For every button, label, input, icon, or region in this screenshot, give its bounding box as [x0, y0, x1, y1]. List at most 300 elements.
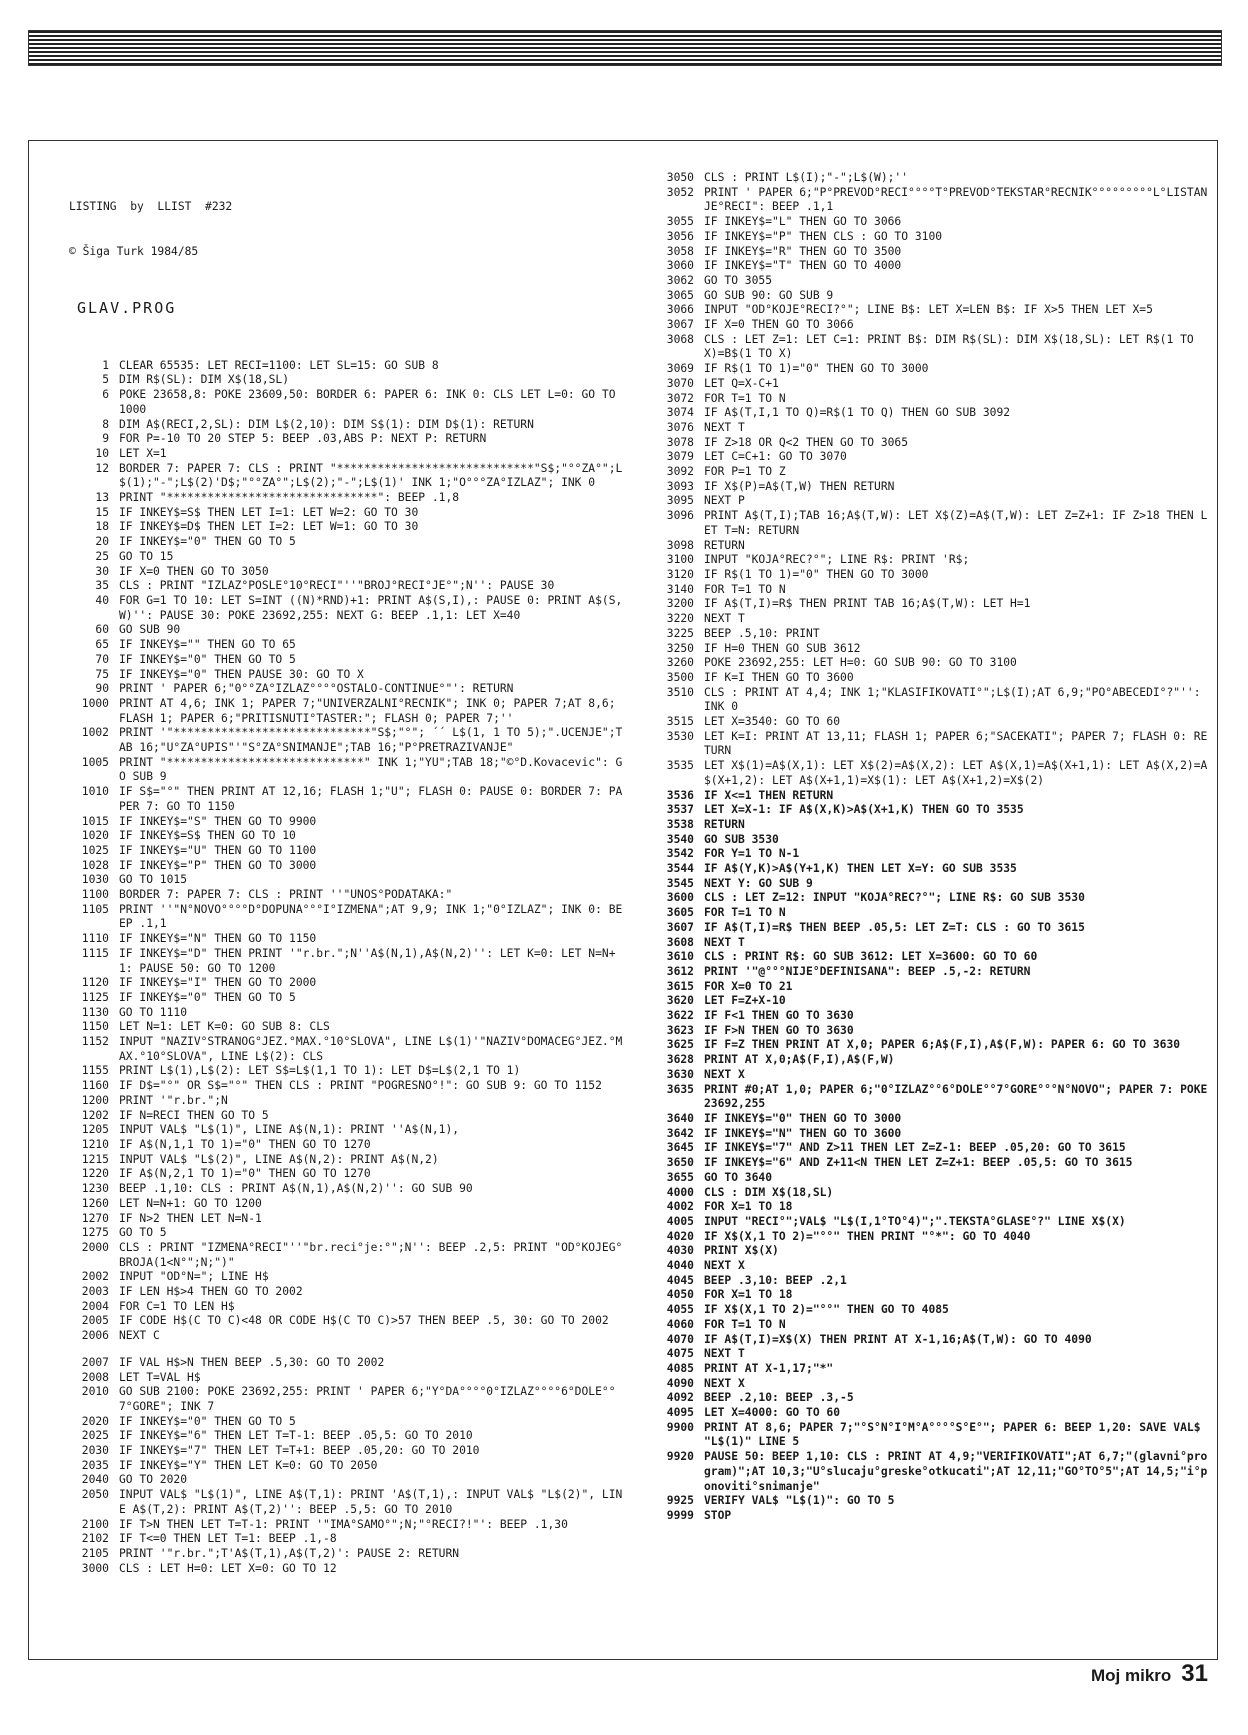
line-number: 2004	[81, 1299, 109, 1313]
line-number: 4002	[666, 1200, 694, 1214]
code-line	[654, 583, 1209, 598]
code-line	[69, 1547, 629, 1562]
line-number: 13	[95, 491, 109, 505]
line-number: 1155	[81, 1064, 109, 1078]
line-code: NEXT X	[704, 1067, 745, 1081]
line-number: 3072	[666, 391, 694, 405]
line-code: PRINT L$(1),L$(2): LET S$=L$(1,1 TO 1): LET D$=L$(2,1 TO 1)	[119, 1064, 521, 1078]
line-number: 4055	[666, 1303, 694, 1317]
code-line	[654, 230, 1209, 245]
line-code: IF K=I THEN GO TO 3600	[704, 670, 854, 684]
line-number: 1025	[81, 843, 109, 857]
line-number: 1210	[81, 1138, 109, 1151]
line-code: FOR G=1 TO 10: LET S=INT ((N)*RND)+1: PRINT A$(S,I),: PAUSE 0: PRINT A$(S,W)'': PAUSE 30: POKE 23692,255: NEXT G: BEEP .1,1: LET X=40	[119, 593, 623, 622]
line-code: IF R$(1 TO 1)="0" THEN GO TO 3000	[704, 567, 929, 581]
line-code: LET X$(1)=A$(X,1): LET X$(2)=A$(X,2): LET A$(X,1)=A$(X+1,1): LET A$(X,2)=A$(X+1,2): LET A$(X+1,1)=X$(1): LET A$(X+1,2)=X$(2)	[704, 759, 1208, 787]
code-line	[69, 947, 629, 976]
line-number: 1230	[81, 1182, 109, 1196]
code-line	[69, 1285, 629, 1300]
line-number: 1028	[81, 858, 109, 872]
line-number: 3600	[666, 891, 694, 905]
line-code: GO TO 1110	[119, 1005, 188, 1019]
line-code: IF VAL H$>N THEN BEEP .5,30: GO TO 2002	[119, 1355, 385, 1369]
line-code: CLS : LET H=0: LET X=0: GO TO 12	[119, 1561, 337, 1575]
line-code: IF INKEY$="7" AND Z>11 THEN LET Z=Z-1: BEEP .05,20: GO TO 3615	[704, 1141, 1126, 1155]
code-line	[69, 1356, 629, 1371]
line-number: 65	[95, 638, 109, 652]
code-line	[654, 803, 1209, 818]
line-code: IF INKEY$="T" THEN GO TO 4000	[704, 259, 902, 273]
line-code: FOR C=1 TO LEN H$	[119, 1299, 235, 1313]
code-line	[654, 509, 1209, 538]
code-line	[654, 1288, 1209, 1303]
code-line	[69, 844, 629, 859]
line-code: FOR X=1 TO 18	[704, 1288, 793, 1302]
line-code: PRINT "*******************************": BEEP .1,8	[119, 491, 460, 505]
code-line	[69, 550, 629, 565]
line-number: 2040	[81, 1473, 109, 1487]
line-number: 2008	[81, 1370, 109, 1384]
line-code: PRINT AT 4,6; INK 1; PAPER 7;"UNIVERZALNI°RECNIK"; INK 0; PAPER 7;AT 8,6; FLASH 1; PAPER 6;"PRITISNUTI°TASTER:"; FLASH 0; PAPER 7;''	[119, 696, 623, 725]
code-line	[69, 1182, 629, 1197]
line-number: 4060	[666, 1317, 694, 1331]
code-line	[654, 950, 1209, 965]
line-number: 2025	[81, 1429, 109, 1443]
line-number: 5	[102, 373, 109, 387]
line-code: IF Z>18 OR Q<2 THEN GO TO 3065	[704, 435, 909, 449]
code-line	[654, 406, 1209, 421]
line-code: PRINT '"r.br.";T'A$(T,1),A$(T,2)': PAUSE 2: RETURN	[119, 1546, 460, 1560]
line-number: 30	[95, 564, 109, 578]
code-line	[654, 1333, 1209, 1348]
line-number: 3542	[666, 847, 694, 861]
code-line	[654, 656, 1209, 671]
line-number: 90	[95, 682, 109, 696]
code-line	[654, 715, 1209, 730]
code-line	[69, 991, 629, 1006]
line-code: INPUT "OD°KOJE°RECI?°"; LINE B$: LET X=LEN B$: IF X>5 THEN LET X=5	[704, 303, 1153, 317]
line-number: 1110	[81, 932, 109, 946]
line-number: 9900	[666, 1420, 694, 1434]
line-number: 3068	[666, 332, 694, 346]
code-line	[654, 259, 1209, 274]
listing-header	[69, 171, 629, 359]
line-number: 3052	[666, 185, 694, 199]
line-number: 1270	[81, 1211, 109, 1225]
code-line	[654, 1450, 1209, 1494]
line-number: 1260	[81, 1196, 109, 1210]
code-line	[69, 1241, 629, 1270]
line-code: IF S$="°" THEN PRINT AT 12,16; FLASH 1;"U"; FLASH 0: PAUSE 0: BORDER 7: PAPER 7: GO TO 1150	[119, 785, 623, 813]
line-number: 1220	[81, 1167, 109, 1181]
line-code: PRINT ' PAPER 6;"P°PREVOD°RECI°°°°T°PREVOD°TEKSTAR°RECNIK°°°°°°°°°L°LISTANJE°RECI": BEEP .1,1	[704, 185, 1208, 214]
line-code: BEEP .3,10: BEEP .2,1	[704, 1273, 847, 1287]
line-number: 3100	[666, 553, 694, 567]
line-code: IF X=0 THEN GO TO 3066	[704, 318, 854, 332]
line-code: INPUT VAL$ "L$(1)", LINE A$(N,1): PRINT ''A$(N,1),	[119, 1123, 460, 1137]
line-number: 4045	[666, 1273, 694, 1287]
line-number: 1010	[81, 785, 109, 799]
line-code: IF INKEY$="I" THEN GO TO 2000	[119, 976, 317, 990]
line-code: IF CODE H$(C TO C)<48 OR CODE H$(C TO C)>57 THEN BEEP .5, 30: GO TO 2002	[119, 1314, 609, 1328]
line-code: IF T<=0 THEN LET T=1: BEEP .1,-8	[119, 1532, 337, 1546]
line-number: 3536	[666, 788, 694, 802]
line-number: 3650	[666, 1156, 694, 1170]
code-line	[654, 862, 1209, 877]
line-number: 9	[102, 432, 109, 446]
listing-title: LISTING by LLIST #232	[69, 200, 233, 214]
line-code: RETURN	[704, 538, 745, 552]
line-number: 1015	[81, 814, 109, 828]
line-number: 3642	[666, 1126, 694, 1140]
line-number: 3537	[666, 803, 694, 817]
line-code: PRINT A$(T,I);TAB 16;A$(T,W): LET X$(Z)=A$(T,W): LET Z=Z+1: IF Z>18 THEN LET T=N: RETURN	[704, 509, 1208, 537]
line-number: 3200	[666, 597, 694, 611]
code-line	[69, 1473, 629, 1488]
line-code: IF INKEY$="0" THEN GO TO 5	[119, 535, 296, 549]
line-code: LET X=3540: GO TO 60	[704, 715, 841, 729]
code-line	[654, 1127, 1209, 1142]
code-line	[69, 1094, 629, 1109]
code-line	[654, 1112, 1209, 1127]
code-line	[69, 418, 629, 433]
code-line	[654, 671, 1209, 686]
line-number: 2100	[81, 1517, 109, 1531]
code-line	[654, 1186, 1209, 1201]
line-number: 3623	[666, 1023, 694, 1037]
code-line	[69, 1488, 629, 1517]
code-line	[69, 1562, 629, 1577]
line-code: GO TO 1015	[119, 873, 188, 887]
line-number: 4092	[666, 1391, 694, 1405]
code-line	[654, 377, 1209, 392]
line-code: IF T>N THEN LET T=T-1: PRINT '"IMA°SAMO°";N;"°RECI?!"': BEEP .1,30	[119, 1517, 568, 1531]
line-code: VERIFY VAL$ "L$(1)": GO TO 5	[704, 1494, 895, 1508]
line-number: 1275	[81, 1226, 109, 1240]
code-line	[69, 1109, 629, 1124]
line-number: 1000	[81, 696, 109, 710]
line-number: 3096	[666, 509, 694, 523]
line-number: 1030	[81, 873, 109, 887]
line-code: LET X=X-1: IF A$(X,K)>A$(X+1,K) THEN GO TO 3535	[704, 803, 1024, 817]
listing-left-column	[69, 171, 629, 1576]
code-line	[69, 1532, 629, 1547]
line-number: 10	[95, 446, 109, 460]
line-code: GO SUB 90: GO SUB 9	[704, 288, 834, 302]
line-code: IF F>N THEN GO TO 3630	[704, 1023, 854, 1037]
code-line	[654, 1200, 1209, 1215]
line-number: 3545	[666, 876, 694, 890]
line-code: NEXT T	[704, 1347, 745, 1361]
code-line	[69, 1270, 629, 1285]
line-code: IF INKEY$="R" THEN GO TO 3500	[704, 244, 902, 258]
code-line	[69, 565, 629, 580]
line-code: GO TO 15	[119, 549, 174, 563]
line-number: 3655	[666, 1170, 694, 1184]
code-line	[69, 1167, 629, 1182]
line-number: 2007	[81, 1355, 109, 1369]
line-code: IF X$(X,1 TO 2)="°°" THEN PRINT "°*": GO TO 4040	[704, 1229, 1031, 1243]
line-number: 3510	[666, 685, 694, 699]
line-code: LET Q=X-C+1	[704, 376, 779, 390]
line-number: 4005	[666, 1214, 694, 1228]
code-line	[654, 392, 1209, 407]
line-number: 3070	[666, 376, 694, 390]
line-code: IF X=0 THEN GO TO 3050	[119, 564, 269, 578]
line-number: 3050	[666, 171, 694, 184]
line-code: IF INKEY$="0" THEN GO TO 5	[119, 652, 296, 666]
line-code: LET X=1	[119, 446, 167, 460]
code-line	[654, 1038, 1209, 1053]
line-code: PRINT #0;AT 1,0; PAPER 6;"0°IZLAZ°°6°DOLE°°7°GORE°°°N°NOVO"; PAPER 7: POKE 23692,255	[704, 1082, 1215, 1111]
code-line	[654, 1406, 1209, 1421]
line-code: IF INKEY$="P" THEN GO TO 3000	[119, 858, 317, 872]
code-line	[69, 829, 629, 844]
line-code: GO TO 2020	[119, 1473, 188, 1487]
code-line	[654, 1171, 1209, 1186]
line-code: PAUSE 50: BEEP 1,10: CLS : PRINT AT 4,9;"VERIFIKOVATI";AT 6,7;"(glavni°program)";AT 10,3;"U°slucaju°greske°otkucati";AT 12,11;"GO°TO°5";AT 14,5;"i°ponoviti°snimanje"	[704, 1450, 1208, 1493]
code-line	[69, 726, 629, 755]
line-number: 1150	[81, 1020, 109, 1034]
listing-frame	[28, 140, 1218, 1660]
code-line	[69, 1518, 629, 1533]
code-line	[654, 759, 1209, 788]
line-code: LET C=C+1: GO TO 3070	[704, 450, 847, 464]
line-code: IF F=Z THEN PRINT AT X,0; PAPER 6;A$(F,I),A$(F,W): PAPER 6: GO TO 3630	[704, 1038, 1181, 1052]
page-number: 31	[1181, 1660, 1208, 1687]
line-code: POKE 23692,255: LET H=0: GO SUB 90: GO TO 3100	[704, 656, 1017, 670]
line-code: NEXT X	[704, 1259, 745, 1273]
line-number: 3515	[666, 715, 694, 729]
line-number: 3544	[666, 862, 694, 876]
line-number: 3065	[666, 288, 694, 302]
line-number: 1202	[81, 1108, 109, 1122]
line-code: IF INKEY$=D$ THEN LET I=2: LET W=1: GO TO 30	[119, 520, 419, 534]
code-line	[654, 1303, 1209, 1318]
line-code: GO SUB 2100: POKE 23692,255: PRINT ' PAPER 6;"Y°DA°°°°0°IZLAZ°°°°6°DOLE°°7°GORE"; INK 7	[119, 1385, 616, 1413]
code-line	[654, 1053, 1209, 1068]
code-line	[69, 1035, 629, 1064]
line-code: DIM R$(SL): DIM X$(18,SL)	[119, 373, 290, 387]
code-line	[654, 1494, 1209, 1509]
line-number: 1120	[81, 976, 109, 990]
code-line	[654, 1215, 1209, 1230]
line-number: 3079	[666, 450, 694, 464]
line-code: IF INKEY$="N" THEN GO TO 1150	[119, 932, 317, 946]
line-number: 3066	[666, 303, 694, 317]
line-code: FOR T=1 TO N	[704, 582, 786, 596]
line-code: IF INKEY$=S$ THEN LET I=1: LET W=2: GO TO 30	[119, 505, 419, 519]
line-code: IF INKEY$="0" THEN PAUSE 30: GO TO X	[119, 667, 364, 681]
code-line	[69, 520, 629, 535]
code-line	[69, 579, 629, 594]
code-line	[654, 303, 1209, 318]
line-code: PRINT ''"N°NOVO°°°°D°DOPUNA°°°I°IZMENA";AT 9,9; INK 1;"0°IZLAZ"; INK 0: BEEP .1,1	[119, 902, 623, 931]
line-code: PRINT '"r.br.";N	[119, 1093, 228, 1107]
code-line	[654, 994, 1209, 1009]
code-line	[69, 932, 629, 947]
line-number: 70	[95, 652, 109, 666]
line-number: 3610	[666, 950, 694, 964]
line-number: 3620	[666, 994, 694, 1008]
line-number: 2035	[81, 1458, 109, 1472]
code-line	[69, 756, 629, 785]
line-number: 3260	[666, 656, 694, 670]
code-lines-left	[69, 359, 629, 1577]
line-number: 1160	[81, 1079, 109, 1093]
line-code: INPUT "KOJA°REC?°"; LINE R$: PRINT 'R$;	[704, 553, 970, 567]
line-number: 3069	[666, 362, 694, 376]
code-line	[654, 362, 1209, 377]
page-footer	[1091, 1660, 1208, 1688]
line-code: PRINT AT 8,6; PAPER 7;"°S°N°I°M°A°°°°S°E°"; PAPER 6: BEEP 1,20: SAVE VAL$ "L$(1)" LINE 5	[704, 1420, 1208, 1449]
line-code: LET K=I: PRINT AT 13,11; FLASH 1; PAPER 6;"SACEKATI"; PAPER 7; FLASH 0: RETURN	[704, 729, 1208, 758]
line-number: 3074	[666, 406, 694, 420]
line-code: PRINT '"*****************************"S$;"°"; ´´ L$(1, 1 TO 5);".UCENJE";TAB 16;"U°ZA°UPIS"'"S°ZA°SNIMANJE";TAB 16;"P°PRETRAZIVANJE"	[119, 726, 623, 755]
line-code: IF A$(Y,K)>A$(Y+1,K) THEN LET X=Y: GO SUB 3535	[704, 862, 1017, 876]
code-line	[654, 1068, 1209, 1083]
code-line	[69, 1226, 629, 1241]
line-code: INPUT "OD°N="; LINE H$	[119, 1270, 269, 1284]
line-number: 18	[95, 520, 109, 534]
code-line	[654, 1421, 1209, 1450]
code-line	[69, 506, 629, 521]
code-line	[654, 921, 1209, 936]
code-line	[69, 1415, 629, 1430]
line-number: 3060	[666, 259, 694, 273]
line-code: CLEAR 65535: LET RECI=1100: LET SL=15: GO SUB 8	[119, 358, 439, 372]
code-line	[69, 976, 629, 991]
line-number: 25	[95, 549, 109, 563]
code-line	[654, 436, 1209, 451]
code-line	[654, 1274, 1209, 1289]
line-number: 3615	[666, 979, 694, 993]
code-line	[654, 245, 1209, 260]
code-line	[69, 491, 629, 506]
code-line	[654, 480, 1209, 495]
line-code: IF H=0 THEN GO SUB 3612	[704, 641, 861, 655]
line-code: IF F<1 THEN GO TO 3630	[704, 1009, 854, 1023]
line-code: IF D$="°" OR S$="°" THEN CLS : PRINT "POGRESNO°!": GO SUB 9: GO TO 1152	[119, 1079, 602, 1093]
line-code: PRINT AT X,0;A$(F,I),A$(F,W)	[704, 1053, 895, 1067]
program-filename: GLAV.PROG	[77, 298, 177, 317]
line-number: 2020	[81, 1414, 109, 1428]
line-number: 1200	[81, 1093, 109, 1107]
code-line	[69, 888, 629, 903]
line-number: 4075	[666, 1347, 694, 1361]
line-number: 3098	[666, 538, 694, 552]
line-number: 9999	[666, 1508, 694, 1522]
line-code: PRINT '"@°°°NIJE°DEFINISANA": BEEP .5,-2: RETURN	[704, 964, 1031, 978]
line-code: BORDER 7: PAPER 7: CLS : PRINT ''"UNOS°PODATAKA:"	[119, 888, 453, 902]
line-number: 1005	[81, 755, 109, 769]
line-code: IF INKEY$="U" THEN GO TO 1100	[119, 843, 317, 857]
line-number: 12	[95, 461, 109, 475]
line-number: 3538	[666, 817, 694, 831]
line-code: IF LEN H$>4 THEN GO TO 2002	[119, 1285, 303, 1299]
code-line	[654, 1230, 1209, 1245]
listing-right-column	[654, 171, 1215, 1524]
line-code: CLS : PRINT R$: GO SUB 3612: LET X=3600: GO TO 60	[704, 950, 1038, 964]
code-line	[654, 1024, 1209, 1039]
code-line	[69, 785, 629, 814]
line-number: 60	[95, 623, 109, 637]
line-number: 3500	[666, 670, 694, 684]
line-number: 3140	[666, 582, 694, 596]
code-line	[654, 450, 1209, 465]
line-number: 3645	[666, 1141, 694, 1155]
line-number: 9925	[666, 1494, 694, 1508]
line-number: 3093	[666, 479, 694, 493]
line-code: IF INKEY$="" THEN GO TO 65	[119, 638, 296, 652]
line-code: IF X$(P)=A$(T,W) THEN RETURN	[704, 479, 895, 493]
line-code: CLS : LET Z=12: INPUT "KOJA°REC?°"; LINE R$: GO SUB 3530	[704, 891, 1085, 905]
code-line	[654, 612, 1209, 627]
line-code: NEXT Y: GO SUB 9	[704, 876, 813, 890]
line-code: NEXT P	[704, 494, 745, 508]
line-number: 3630	[666, 1067, 694, 1081]
line-code: STOP	[704, 1508, 732, 1522]
line-code: LET N=N+1: GO TO 1200	[119, 1196, 262, 1210]
code-line	[654, 1156, 1209, 1171]
code-line	[654, 215, 1209, 230]
line-number: 2000	[81, 1240, 109, 1254]
line-number: 4000	[666, 1185, 694, 1199]
code-line	[654, 1259, 1209, 1274]
line-number: 2050	[81, 1488, 109, 1502]
line-code: BEEP .2,10: BEEP .3,-5	[704, 1391, 854, 1405]
code-line	[69, 1197, 629, 1212]
line-code: LET X=4000: GO TO 60	[704, 1406, 841, 1420]
code-line	[654, 568, 1209, 583]
code-line	[654, 818, 1209, 833]
line-code: CLS : DIM X$(18,SL)	[704, 1185, 834, 1199]
code-line	[69, 1006, 629, 1021]
code-line	[654, 539, 1209, 554]
line-code: FOR Y=1 TO N-1	[704, 847, 800, 861]
line-code: CLS : PRINT AT 4,4; INK 1;"KLASIFIKOVATI°";L$(I);AT 6,9;"PO°ABECEDI°?"'': INK 0	[704, 685, 1208, 714]
line-code: FOR T=1 TO N	[704, 1317, 786, 1331]
code-line	[69, 815, 629, 830]
line-number: 1115	[81, 946, 109, 960]
code-line	[654, 171, 1209, 186]
line-number: 3608	[666, 935, 694, 949]
line-number: 4040	[666, 1259, 694, 1273]
code-line	[654, 627, 1209, 642]
line-number: 2102	[81, 1532, 109, 1546]
line-number: 3628	[666, 1053, 694, 1067]
line-number: 4085	[666, 1361, 694, 1375]
line-code: IF X<=1 THEN RETURN	[704, 788, 834, 802]
code-line	[69, 638, 629, 653]
code-lines-right	[654, 171, 1215, 1524]
line-number: 1205	[81, 1123, 109, 1137]
code-line	[69, 1064, 629, 1079]
line-code: IF INKEY$="D" THEN PRINT '"r.br.";N''A$(N,1),A$(N,2)'': LET K=0: LET N=N+1: PAUSE 50: GO TO 1200	[119, 946, 616, 975]
line-code: FOR X=0 TO 21	[704, 979, 793, 993]
code-line	[654, 686, 1209, 715]
line-number: 1152	[81, 1035, 109, 1049]
line-code: FOR T=1 TO N	[704, 391, 786, 405]
code-line	[69, 653, 629, 668]
line-code: NEXT C	[119, 1329, 160, 1343]
line-code: PRINT AT X-1,17;"*"	[704, 1361, 834, 1375]
listing-author: © Šiga Turk 1984/85	[69, 244, 199, 258]
line-number: 3055	[666, 215, 694, 229]
code-line	[69, 1123, 629, 1138]
line-code: IF INKEY$="0" THEN GO TO 3000	[704, 1112, 902, 1125]
line-code: FOR T=1 TO N	[704, 906, 786, 920]
